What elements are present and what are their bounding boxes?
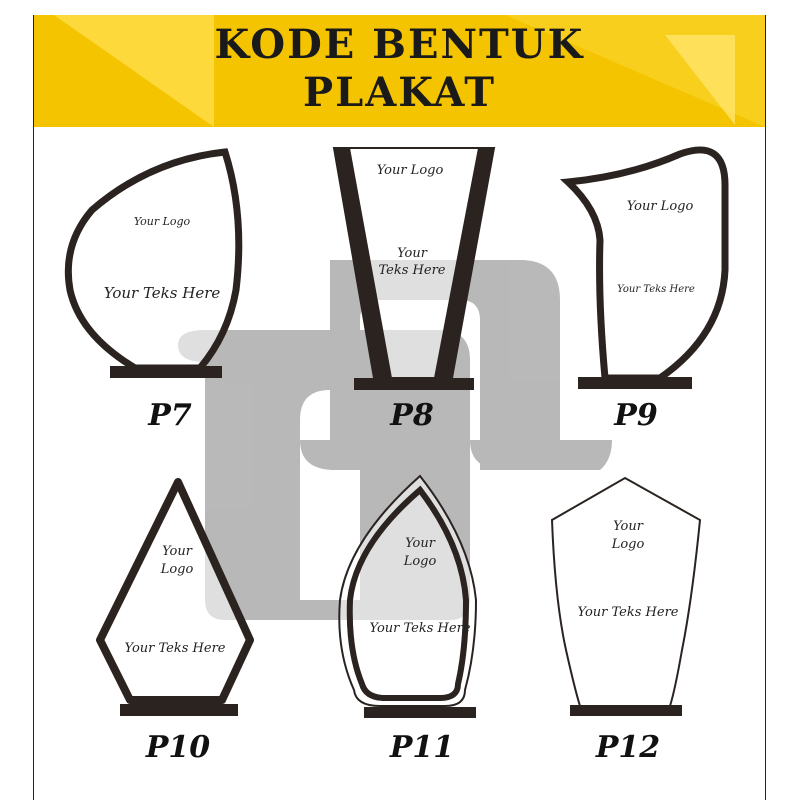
p10-logo-line-1: Your xyxy=(162,544,192,559)
p8-base xyxy=(354,378,474,390)
p12-outline xyxy=(552,478,700,706)
p7-outline xyxy=(68,152,238,368)
p11-code-label: P11 xyxy=(389,730,455,765)
p11-logo-line-1: Your xyxy=(405,536,435,551)
p12-code-label: P12 xyxy=(595,730,661,765)
p7-base xyxy=(110,366,222,378)
p7-code-label: P7 xyxy=(148,398,192,433)
title-line-1: KODE BENTUK xyxy=(214,21,585,68)
p11-body-text: Your Teks Here xyxy=(369,621,471,636)
p10-logo-line-2: Logo xyxy=(160,562,194,577)
p7-logo-text: Your Logo xyxy=(133,215,191,228)
title-line-2: PLAKAT xyxy=(303,69,496,116)
plaque-p12 xyxy=(552,478,700,765)
p9-body-text: Your Teks Here xyxy=(617,284,695,295)
p12-base xyxy=(570,705,682,716)
p12-body-text: Your Teks Here xyxy=(577,605,679,620)
p10-code-label: P10 xyxy=(145,730,211,765)
p9-code-label: P9 xyxy=(614,398,658,433)
p9-logo-text: Your Logo xyxy=(626,199,694,214)
plaque-p9 xyxy=(568,150,725,433)
p11-base xyxy=(364,707,476,718)
p12-logo-line-2: Logo xyxy=(611,537,645,552)
p7-body-text: Your Teks Here xyxy=(103,284,221,302)
p12-logo-line-1: Your xyxy=(613,519,643,534)
p9-outline xyxy=(568,150,725,378)
p8-code-label: P8 xyxy=(390,398,434,433)
p9-base xyxy=(578,377,692,389)
p8-logo-text: Your Logo xyxy=(376,163,444,178)
p8-text-line-2: Teks Here xyxy=(378,263,446,278)
p11-logo-line-2: Logo xyxy=(403,554,437,569)
p10-base xyxy=(120,704,238,716)
p8-text-line-1: Your xyxy=(397,246,427,261)
p10-body-text: Your Teks Here xyxy=(124,641,226,656)
